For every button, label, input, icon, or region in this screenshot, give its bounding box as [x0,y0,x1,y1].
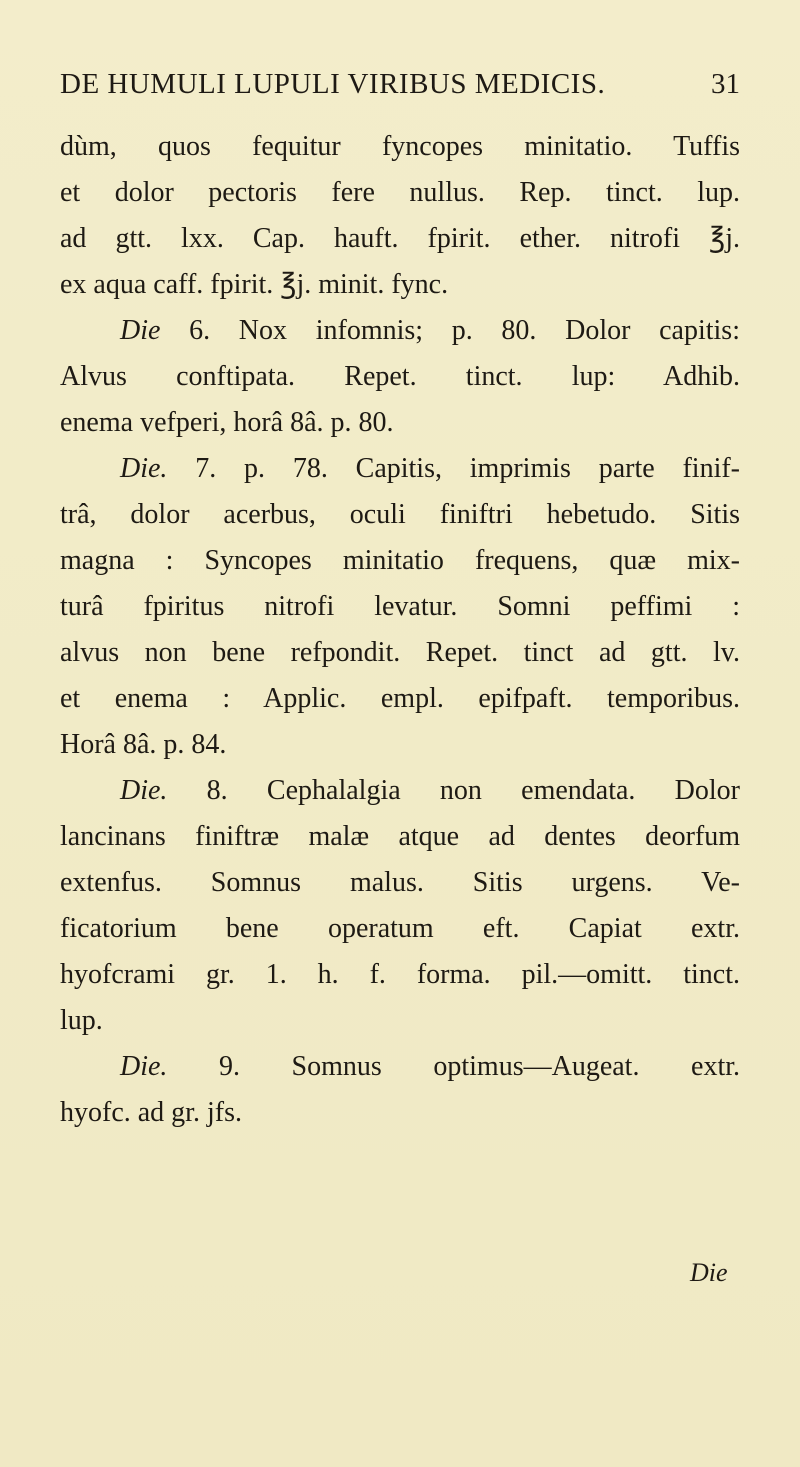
text-line-12: alvus non bene refpondit. Repet. tinct ad gtt. lv. [60,637,740,668]
text-line-6: Alvus conftipata. Repet. tinct. lup: Adhib. [60,361,740,392]
die-label: Die. [120,1051,168,1082]
page-number: 31 [711,68,740,100]
entry-text: 8. Cephalalgia non emendata. Dolor [167,775,740,806]
text-line-9: trâ, dolor acerbus, oculi finiftri hebetudo. Sitis [60,499,740,530]
running-head [60,68,740,108]
catchword: Die [690,1258,728,1287]
text-line-22: hyofc. ad gr. jfs. [60,1097,242,1128]
text-line-3: ad gtt. lxx. Cap. hauft. fpirit. ether. nitrofi ℥j. [60,223,740,254]
entry-line-die-8 [120,774,740,808]
entry-text: 7. p. 78. Capitis, imprimis parte finif- [167,453,740,484]
text-line-13: et enema : Applic. empl. epifpaft. temporibus. [60,683,740,714]
entry-line-die-6 [120,314,740,348]
text-line-19: hyofcrami gr. 1. h. f. forma. pil.—omitt. tinct. [60,959,740,990]
text-line-4: ex aqua caff. fpirit. ℥j. minit. fync. [60,269,449,300]
running-title: DE HUMULI LUPULI VIRIBUS MEDICIS. [60,68,606,100]
text-line-2: et dolor pectoris fere nullus. Rep. tinct. lup. [60,177,740,208]
entry-text: 9. Somnus optimus—Augeat. extr. [167,1051,740,1082]
text-line-1: dùm, quos fequitur fyncopes minitatio. Tuffis [60,131,740,162]
text-line-14: Horâ 8â. p. 84. [60,729,227,760]
entry-text: 6. Nox infomnis; p. 80. Dolor capitis: [160,315,740,346]
die-label: Die [120,315,161,346]
text-line-16: lancinans finiftræ malæ atque ad dentes deorfum [60,821,740,852]
text-line-7: enema vefperi, horâ 8â. p. 80. [60,407,394,438]
text-line-11: turâ fpiritus nitrofi levatur. Somni peffimi : [60,591,740,622]
text-line-20: lup. [60,1005,103,1036]
text-line-18: ficatorium bene operatum eft. Capiat extr. [60,913,740,944]
entry-line-die-7 [120,452,740,486]
text-line-10: magna : Syncopes minitatio frequens, quæ mix- [60,545,740,576]
die-label: Die. [120,775,168,806]
die-label: Die. [120,453,168,484]
text-line-17: extenfus. Somnus malus. Sitis urgens. Ve- [60,867,740,898]
entry-line-die-9 [120,1050,740,1084]
